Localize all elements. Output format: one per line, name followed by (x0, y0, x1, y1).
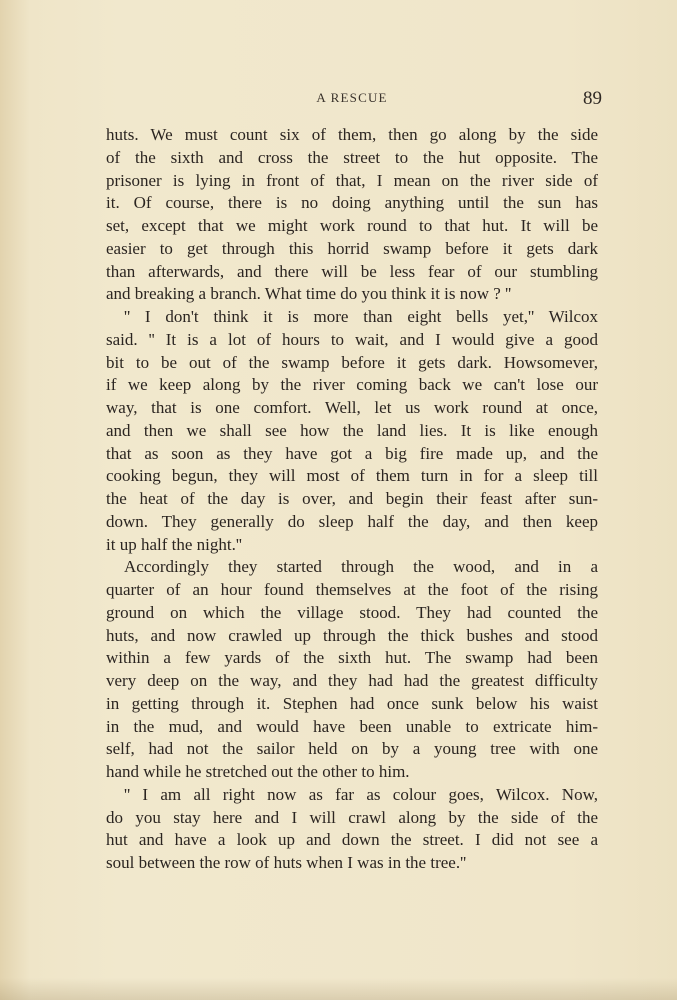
text-line: it up half the night.'' (106, 534, 242, 554)
page-number: 89 (583, 88, 602, 109)
text-line: huts, and now crawled up through the thick bushes and stood (106, 625, 598, 645)
text-line: '' I am all right now as far as colour goes, Wilcox. Now, (124, 784, 598, 804)
text-line: down. They generally do sleep half the day, and then keep (106, 511, 598, 531)
text-line: it. Of course, there is no doing anything until the sun has (106, 193, 598, 213)
text-line: said. '' It is a lot of hours to wait, and I would give a good (106, 329, 598, 349)
text-line: huts. We must count six of them, then go along by the side (106, 125, 598, 144)
text-line: do you stay here and I will crawl along by the side of the (106, 807, 598, 827)
text-line: very deep on the way, and they had had the greatest difficulty (106, 671, 598, 690)
text-line: '' I don't think it is more than eight bells yet,'' Wilcox (124, 307, 598, 326)
text-line: than afterwards, and there will be less fear of our stumbling (106, 261, 598, 281)
text-line: prisoner is lying in front of that, I mean on the river side of (106, 170, 598, 190)
text-line: set, except that we might work round to that hut. It will be (106, 216, 598, 235)
text-line: within a few yards of the sixth hut. The swamp had been (106, 648, 598, 668)
text-line: hut and have a look up and down the street. I did not see a (106, 830, 598, 850)
text-line: the heat of the day is over, and begin their feast after sun- (106, 489, 598, 508)
body-text (106, 124, 598, 875)
text-line: ground on which the village stood. They had counted the (106, 602, 598, 622)
text-line: Accordingly they started through the wood, and in a (124, 557, 598, 577)
text-line: if we keep along by the river coming back we can't lose our (106, 375, 598, 395)
text-line: in getting through it. Stephen had once sunk below his waist (106, 693, 598, 713)
text-line: way, that is one comfort. Well, let us work round at once, (106, 398, 598, 417)
text-line: easier to get through this horrid swamp before it gets dark (106, 238, 598, 258)
text-line: that as soon as they have got a big fire made up, and the (106, 443, 598, 463)
text-line: of the sixth and cross the street to the hut opposite. The (106, 147, 598, 167)
text-line: quarter of an hour found themselves at the foot of the rising (106, 580, 598, 599)
text-line: in the mud, and would have been unable to extricate him- (106, 716, 598, 736)
text-line: soul between the row of huts when I was in the tree.'' (106, 853, 467, 872)
text-line: and then we shall see how the land lies. It is like enough (106, 420, 598, 440)
text-line: bit to be out of the swamp before it gets dark. Howsomever, (106, 352, 598, 372)
text-line: hand while he stretched out the other to him. (106, 762, 410, 781)
text-line: self, had not the sailor held on by a young tree with one (106, 739, 598, 759)
text-line: cooking begun, they will most of them turn in for a sleep till (106, 466, 598, 486)
running-head (106, 88, 602, 110)
text-line: and breaking a branch. What time do you think it is now ? '' (106, 284, 512, 304)
running-title: A RESCUE (316, 90, 388, 105)
